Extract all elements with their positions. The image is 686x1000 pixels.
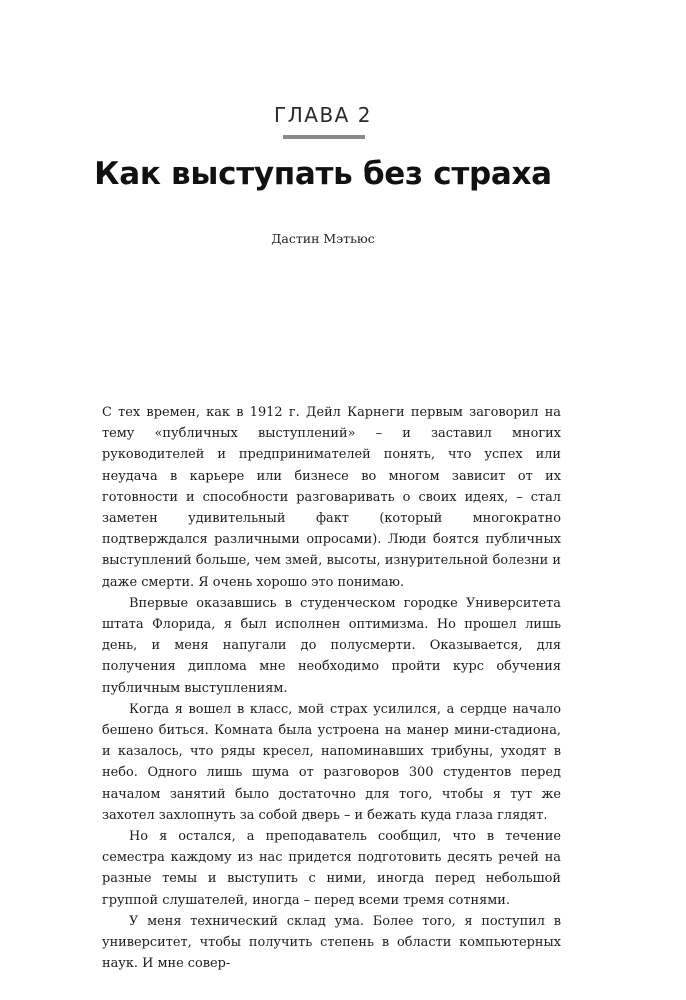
chapter-body bbox=[102, 402, 561, 974]
chapter-author: Дастин Мэтьюс bbox=[271, 231, 375, 246]
chapter-label: ГЛАВА 2 bbox=[274, 103, 372, 127]
chapter-title: Как выступать без страха bbox=[94, 156, 552, 192]
chapter-divider bbox=[283, 135, 365, 139]
paragraph: Впервые оказавшись в студенческом городке Университета штата Флорида, я был исполнен оптимизма. Но прошел лишь день, и меня напугали до полусмерти. Оказывается, для получения диплома мне необходимо пройти курс обучения публичным выступлениям. bbox=[102, 595, 561, 696]
paragraph: С тех времен, как в 1912 г. Дейл Карнеги первым заговорил на тему «публичных выступлений» – и заставил многих руководителей и предпринимателей понять, что успех или неудача в карьере или бизнесе во многом зависит от их готовности и способности разговаривать о своих идеях, – стал заметен удивительный факт (который многократно подтверждался различными опросами). Люди боятся публичных выступлений больше, чем змей, высоты, изнурительной болезни и даже смерти. Я очень хорошо это понимаю. bbox=[102, 405, 561, 590]
paragraph: Когда я вошел в класс, мой страх усилился, а сердце начало бешено биться. Комната была устроена на манер мини-стадиона, и казалось, что ряды кресел, напоминавших трибуны, уходят в небо. Одного лишь шума от разговоров 300 студентов перед началом занятий было достаточно для того, чтобы я тут же захотел захлопнуть за собой дверь – и бежать куда глаза глядят. bbox=[102, 701, 561, 823]
paragraph: У меня технический склад ума. Более того, я поступил в университет, чтобы получить степень в области компьютерных наук. И мне совер- bbox=[102, 913, 561, 972]
paragraph: Но я остался, а преподаватель сообщил, что в течение семестра каждому из нас придется подготовить десять речей на разные темы и выступить с ними, иногда перед небольшой группой слушателей, иногда – перед всеми тремя сотнями. bbox=[102, 829, 561, 908]
